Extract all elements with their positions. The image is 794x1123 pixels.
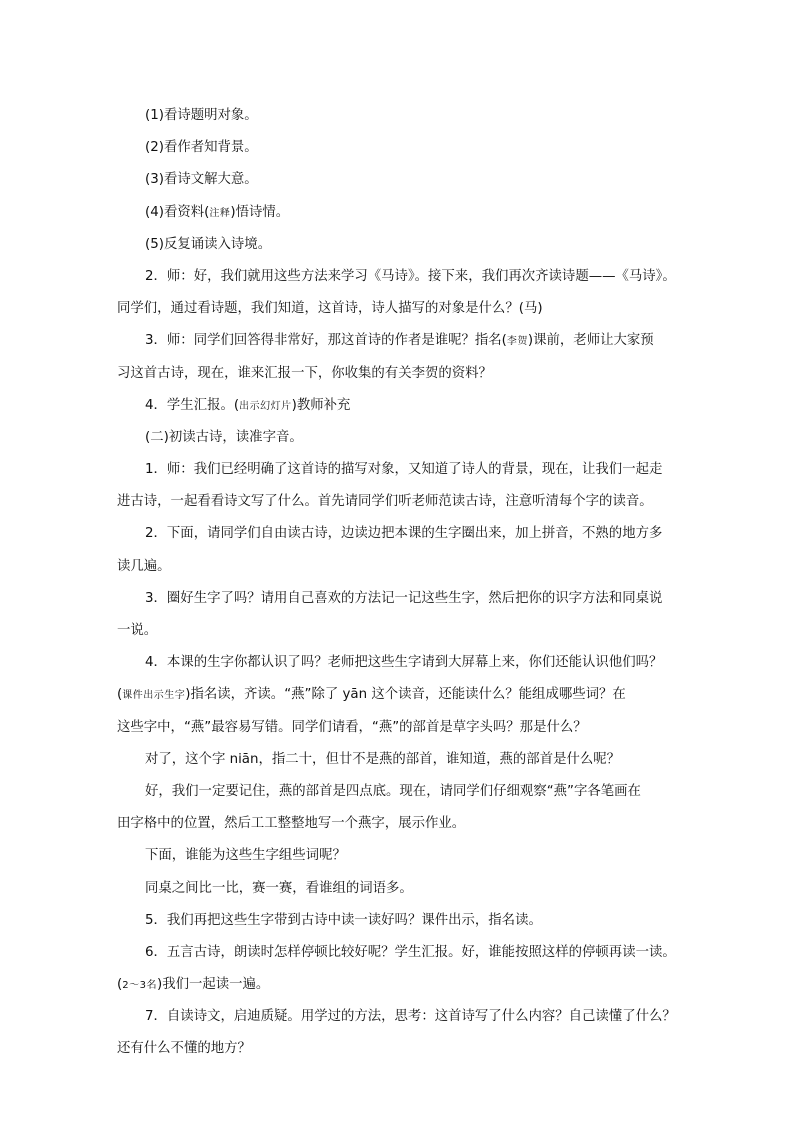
text-line: [117, 969, 680, 1001]
body-text: 进古诗，一起看看诗文写了什么。首先请同学们听老师范读古诗，注意听清每个字的读音。: [117, 494, 653, 510]
text-line: [117, 776, 680, 808]
body-text: )指名读，齐读。“燕”除了 yān 这个读音，还能读什么？能组成哪些词？在: [185, 687, 626, 703]
text-line: [117, 132, 680, 164]
text-line: [117, 937, 680, 969]
text-line: [117, 905, 680, 937]
body-text: 下面，谁能为这些生字组些词呢？: [145, 848, 346, 864]
annotation-text: 课件出示生字: [122, 690, 186, 702]
body-text: (3)看诗文解大意。: [145, 172, 258, 188]
body-text: 4．学生汇报。(: [145, 397, 240, 413]
annotation-text: 出示幻灯片: [239, 400, 292, 412]
body-text: (: [117, 977, 123, 993]
text-line: [117, 744, 680, 776]
annotation-text: 2～3名: [122, 980, 157, 992]
body-text: 习这首古诗，现在，谁来汇报一下，你收集的有关李贺的资料？: [117, 365, 492, 381]
text-line: [117, 261, 680, 293]
body-text: (1)看诗题明对象。: [145, 108, 258, 123]
body-text: 还有什么不懂的地方？: [117, 1041, 251, 1057]
annotation-text: 李贺: [506, 336, 528, 348]
text-line: [117, 679, 680, 711]
body-text: 好，我们一定要记住，燕的部首是四点底。现在，请同学们仔细观察“燕”字各笔画在: [145, 783, 641, 799]
body-text: 1．师：我们已经明确了这首诗的描写对象，又知道了诗人的背景，现在，让我们一起走: [145, 462, 663, 478]
text-line: [117, 454, 680, 486]
body-text: (2)看作者知背景。: [145, 140, 258, 156]
body-text: 田字格中的位置，然后工工整整地写一个燕字，展示作业。: [117, 816, 466, 832]
body-text: 对了，这个字 niān，指二十，但廿不是燕的部首，谁知道，燕的部首是什么呢？: [145, 751, 621, 767]
body-text: 2．师：好，我们就用这些方法来学习《马诗》。接下来，我们再次齐读诗题——《马诗》。: [145, 268, 676, 284]
body-text: 同学们，通过看诗题，我们知道，这首诗，诗人描写的对象是什么？(马): [117, 301, 543, 317]
body-text: )教师补充: [291, 397, 351, 413]
body-text: (4)看资料(: [145, 204, 210, 220]
document-page: [117, 100, 680, 1066]
text-line: [117, 518, 680, 550]
text-line: [117, 358, 680, 390]
text-line: [117, 164, 680, 196]
text-line: [117, 551, 680, 583]
text-line: [117, 229, 680, 261]
text-line: [117, 615, 680, 647]
text-line: [117, 840, 680, 872]
body-text: 5．我们再把这些生字带到古诗中读一读好吗？课件出示，指名读。: [145, 912, 542, 928]
body-text: 这些字中，“燕”最容易写错。同学们请看，“燕”的部首是草字头吗？那是什么？: [117, 719, 587, 735]
body-text: 6．五言古诗，朗读时怎样停顿比较好呢？学生汇报。好，谁能按照这样的停顿再读一读。: [145, 944, 676, 960]
text-line: [117, 808, 680, 840]
text-line: [117, 1033, 680, 1065]
body-text: 读几遍。: [117, 558, 171, 574]
body-text: 3．师：同学们回答得非常好，那这首诗的作者是谁呢？指名(: [145, 333, 507, 349]
body-text: )课前，老师让大家预: [527, 333, 654, 349]
text-line: [117, 647, 680, 679]
text-line: [117, 486, 680, 518]
body-text: 7．自读诗文，启迪质疑。用学过的方法，思考：这首诗写了什么内容？自己读懂了什么？: [145, 1009, 676, 1025]
body-text: 同桌之间比一比，赛一赛，看谁组的词语多。: [145, 880, 413, 896]
text-line: [117, 873, 680, 905]
body-text: 一说。: [117, 623, 158, 638]
body-text: )我们一起读一遍。: [156, 977, 270, 993]
text-line: [117, 100, 680, 132]
text-line: [117, 1001, 680, 1033]
body-text: 2．下面，请同学们自由读古诗，边读边把本课的生字圈出来，加上拼音，不熟的地方多: [145, 526, 663, 542]
body-text: (: [117, 687, 123, 703]
text-line: [117, 197, 680, 229]
text-line: [117, 583, 680, 615]
body-text: 4．本课的生字你都认识了吗？老师把这些生字请到大屏幕上来，你们还能认识他们吗？: [145, 655, 663, 671]
body-text: (5)反复诵读入诗境。: [145, 236, 272, 252]
body-text: 3．圈好生字了吗？请用自己喜欢的方法记一记这些生字，然后把你的识字方法和同桌说: [145, 590, 663, 606]
text-line: [117, 325, 680, 357]
body-text: (二)初读古诗，读准字音。: [145, 429, 303, 445]
text-line: [117, 712, 680, 744]
text-line: [117, 422, 680, 454]
text-line: [117, 390, 680, 422]
text-line: [117, 293, 680, 325]
body-text: )悟诗情。: [230, 204, 290, 220]
annotation-text: 注释: [209, 207, 231, 219]
